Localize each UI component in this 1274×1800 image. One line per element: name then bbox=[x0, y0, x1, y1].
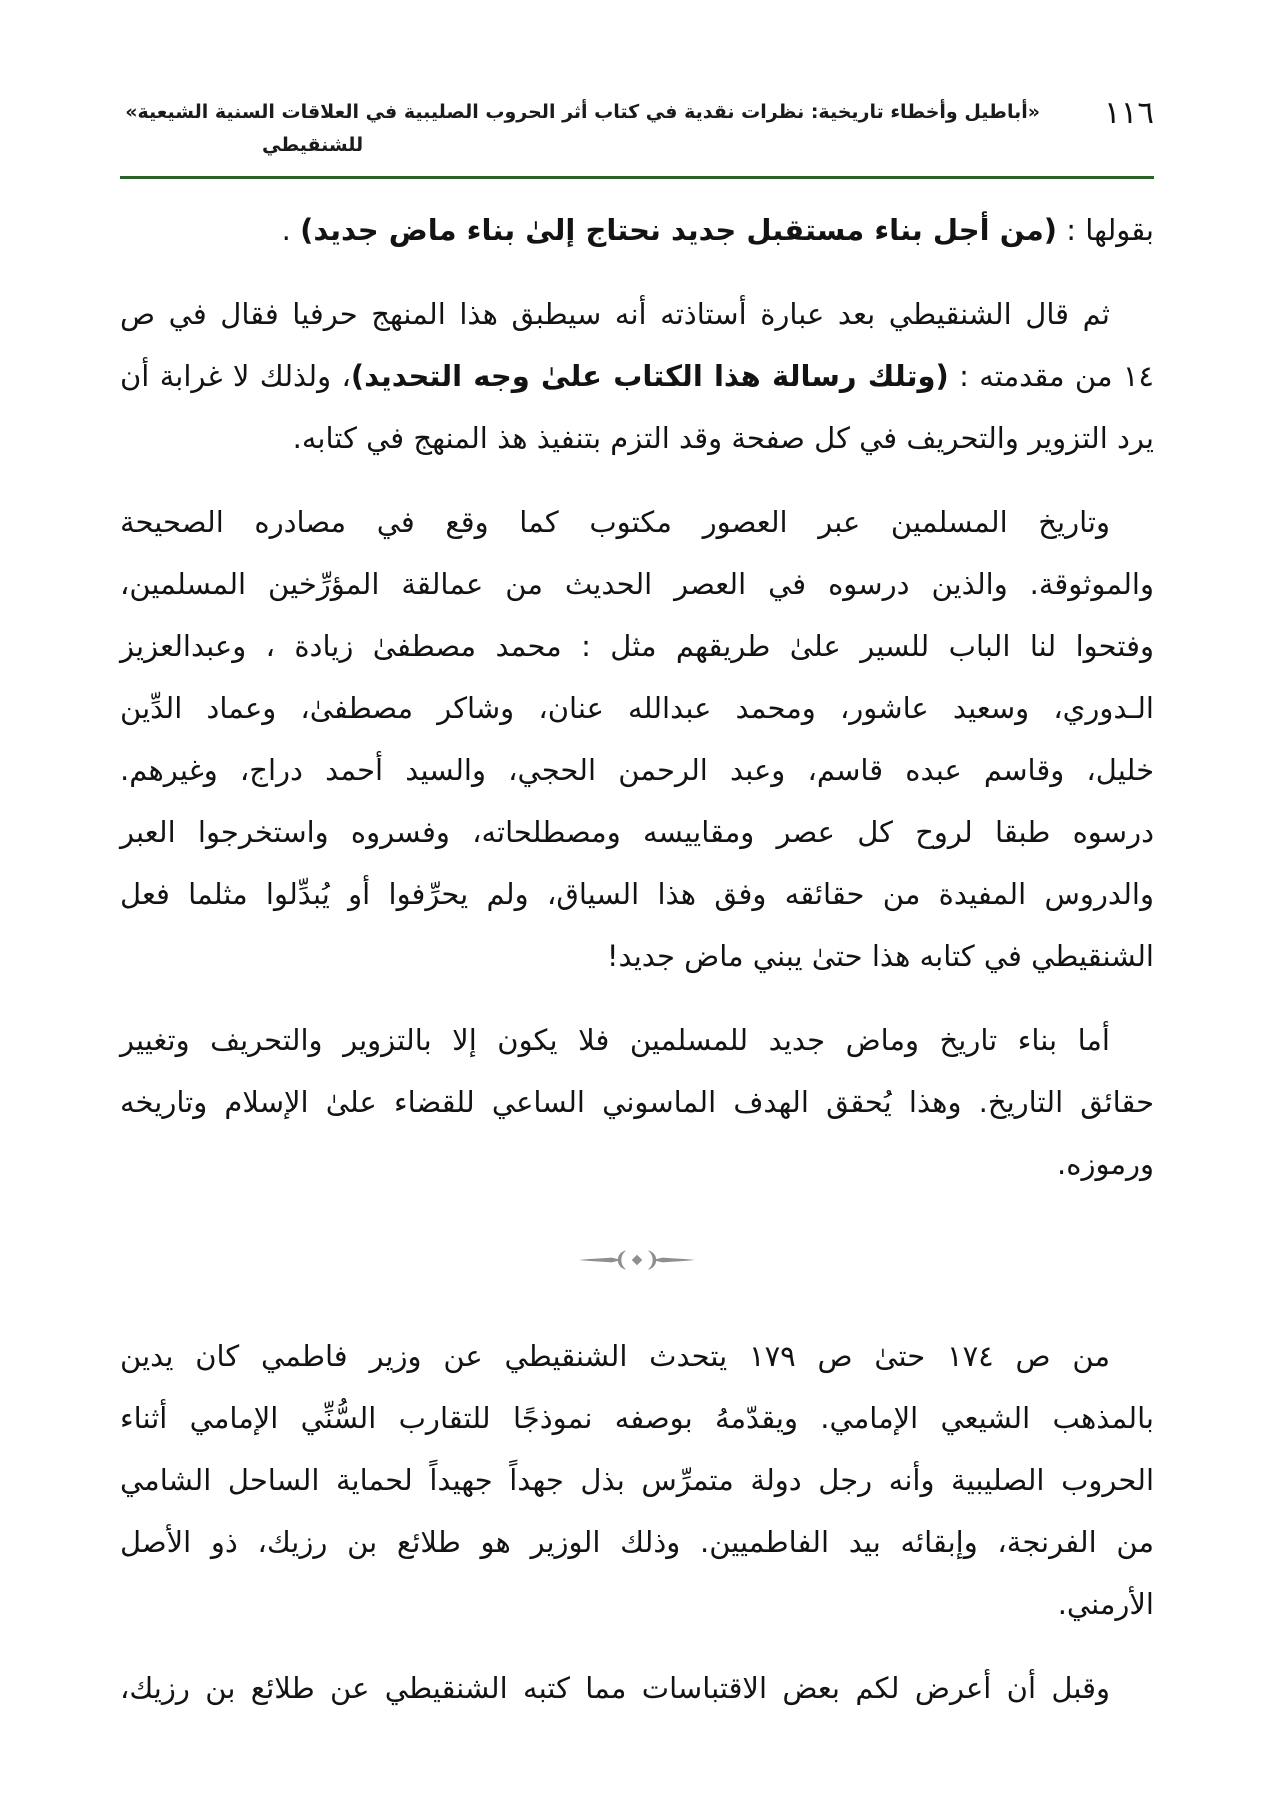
paragraph bbox=[120, 1657, 1154, 1719]
text-run: ، ولذلك لا غرابة أن bbox=[120, 359, 351, 393]
paragraph bbox=[120, 1009, 1154, 1195]
paragraph bbox=[120, 199, 1154, 261]
header-rule bbox=[120, 176, 1154, 179]
page-number: ١١٦ bbox=[1104, 95, 1154, 131]
text-line: وتاريخ المسلمين عبر العصور مكتوب كما وقع في مصادره الصحيحة bbox=[120, 505, 1110, 539]
text-line bbox=[120, 345, 1154, 407]
text-line: الـدوري، وسعيد عاشور، ومحمد عبدالله عنان، وشاكر مصطفىٰ، وعماد الدِّين bbox=[120, 691, 1154, 725]
text-line: وفتحوا لنا الباب للسير علىٰ طريقهم مثل : محمد مصطفىٰ زيادة ، وعبدالعزيز bbox=[120, 629, 1154, 663]
text-line: من الفرنجة، وإبقائه بيد الفاطميين. وذلك الوزير هو طلائع بن رزيك، ذو الأصل bbox=[120, 1525, 1154, 1559]
section-divider bbox=[120, 1227, 1154, 1289]
text-run: ١٤ من مقدمته : bbox=[948, 359, 1154, 393]
text-run: بقولها : bbox=[1057, 213, 1154, 247]
page-body bbox=[120, 199, 1154, 1719]
running-head-title: «أباطيل وأخطاء تاريخية: نظرات نقدية في كتاب أثر الحروب الصليبية في العلاقات السنية الشيعية» bbox=[125, 101, 1040, 123]
text-line: خليل، وقاسم عبده قاسم، وعبد الرحمن الحجي، والسيد أحمد دراج، وغيرهم. bbox=[120, 753, 1154, 787]
bold-quote: (من أجل بناء مستقبل جديد نحتاج إلىٰ بناء ماض جديد) bbox=[300, 213, 1058, 247]
paragraph bbox=[120, 1325, 1154, 1635]
running-head bbox=[125, 96, 1040, 162]
text-line: بالمذهب الشيعي الإمامي. ويقدّمهُ بوصفه نموذجًا للتقارب السُّنِّي الإمامي أثناء bbox=[120, 1401, 1154, 1435]
text-line: الحروب الصليبية وأنه رجل دولة متمرِّس بذل جهداً جهيداً لحماية الساحل الشامي bbox=[120, 1463, 1154, 1497]
text-line bbox=[120, 199, 1154, 261]
paragraph bbox=[120, 283, 1154, 469]
fleuron-ornament-icon bbox=[578, 1247, 696, 1273]
running-head-author: للشنقيطي bbox=[262, 134, 364, 156]
text-line: حقائق التاريخ. وهذا يُحقق الهدف الماسوني الساعي للقضاء علىٰ الإسلام وتاريخه bbox=[120, 1085, 1154, 1119]
text-line: وقبل أن أعرض لكم بعض الاقتباسات مما كتبه الشنقيطي عن طلائع بن رزيك، bbox=[120, 1671, 1110, 1705]
text-line: الأرمني. bbox=[1057, 1587, 1154, 1621]
page-header bbox=[120, 96, 1154, 162]
text-line: أما بناء تاريخ وماض جديد للمسلمين فلا يكون إلا بالتزوير والتحريف وتغيير bbox=[120, 1023, 1110, 1057]
text-line: ورموزه. bbox=[1057, 1147, 1154, 1181]
text-run: . bbox=[281, 213, 301, 247]
text-line: الشنقيطي في كتابه هذا حتىٰ يبني ماض جديد! bbox=[606, 939, 1154, 973]
bold-quote: (وتلك رسالة هذا الكتاب علىٰ وجه التحديد) bbox=[350, 359, 949, 393]
text-line: ثم قال الشنقيطي بعد عبارة أستاذته أنه سيطبق هذا المنهج حرفيا فقال في ص bbox=[120, 297, 1110, 331]
text-line: والدروس المفيدة من حقائقه وفق هذا السياق، ولم يحرِّفوا أو يُبدِّلوا مثلما فعل bbox=[120, 877, 1154, 911]
text-line: درسوه طبقا لروح كل عصر ومقاييسه ومصطلحاته، وفسروه واستخرجوا العبر bbox=[120, 815, 1154, 849]
paragraph bbox=[120, 491, 1154, 987]
text-line: يرد التزوير والتحريف في كل صفحة وقد التزم بتنفيذ هذ المنهج في كتابه. bbox=[292, 421, 1154, 455]
text-line: من ص ١٧٤ حتىٰ ص ١٧٩ يتحدث الشنقيطي عن وزير فاطمي كان يدين bbox=[120, 1339, 1110, 1373]
text-line: والموثوقة. والذين درسوه في العصر الحديث من عمالقة المؤرِّخين المسلمين، bbox=[120, 567, 1154, 601]
